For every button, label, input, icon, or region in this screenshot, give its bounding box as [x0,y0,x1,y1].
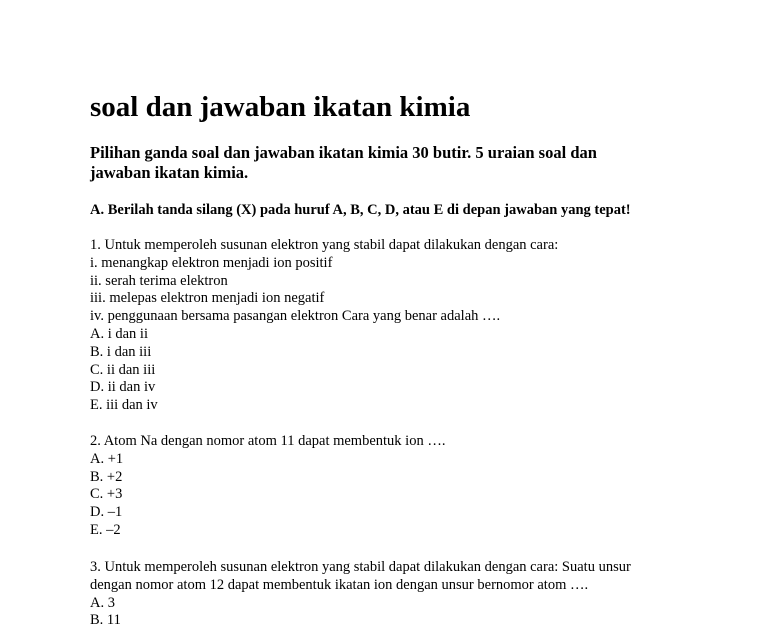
question-1-statement-1: i. menangkap elektron menjadi ion positif [90,254,333,271]
instruction-text: A. Berilah tanda silang (X) pada huruf A, B, C, D, atau E di depan jawaban yang tepat! [90,202,631,218]
question-2-option-b: B. +2 [90,468,123,485]
question-1-statement-4: iv. penggunaan bersama pasangan elektron Cara yang benar adalah …. [90,308,501,325]
question-1-option-a: A. i dan ii [90,325,148,342]
question-1-option-c: C. ii dan iii [90,361,156,378]
page-subtitle: Pilihan ganda soal dan jawaban ikatan kimia 30 butir. 5 uraian soal dan jawaban ikatan kimia. [90,143,597,182]
question-1-option-e: E. iii dan iv [90,397,158,414]
question-2-option-e: E. –2 [90,521,121,538]
question-1-statement-2: ii. serah terima elektron [90,272,228,289]
question-2-option-c: C. +3 [90,486,123,503]
question-2-option-a: A. +1 [90,450,124,467]
question-2-option-d: D. –1 [90,504,123,521]
question-1-statement-3: iii. melepas elektron menjadi ion negatif [90,290,325,307]
question-3 [90,559,730,630]
question-3-option-b: B. 11 [90,612,121,629]
question-1-stem: 1. Untuk memperoleh susunan elektron yang stabil dapat dilakukan dengan cara: [90,237,559,253]
question-1 [90,237,730,415]
page-title: soal dan jawaban ikatan kimia [90,91,471,123]
question-3-option-a: A. 3 [90,594,115,611]
question-2 [90,433,730,540]
question-3-stem: 3. Untuk memperoleh susunan elektron yang stabil dapat dilakukan dengan cara: Suatu unsur dengan nomor atom 12 dapat membentuk ikatan ion dengan unsur bernomor atom …. [90,559,631,593]
question-1-option-b: B. i dan iii [90,343,152,360]
question-1-option-d: D. ii dan iv [90,379,156,396]
question-2-stem: 2. Atom Na dengan nomor atom 11 dapat membentuk ion …. [90,433,446,449]
